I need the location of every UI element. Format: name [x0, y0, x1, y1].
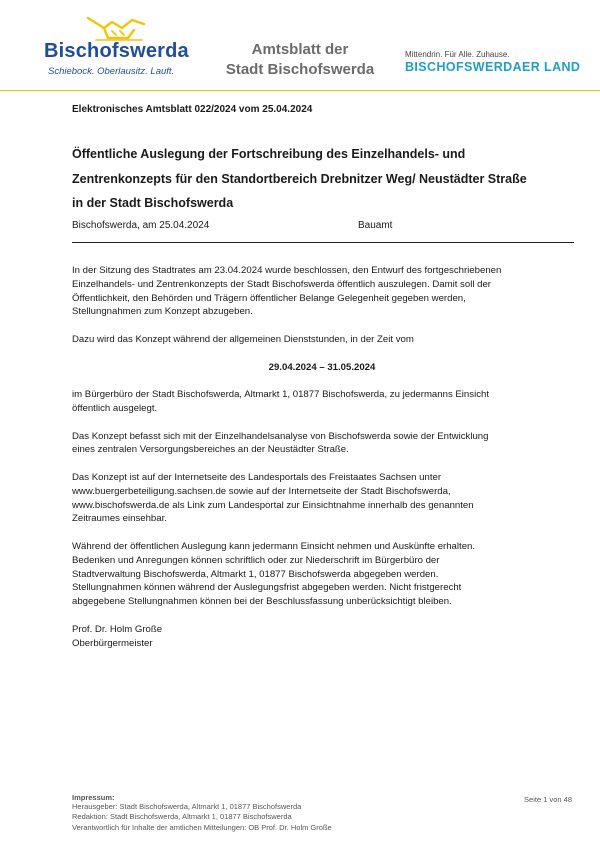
- issue-line: Elektronisches Amtsblatt 022/2024 vom 25.04.2024: [72, 104, 313, 115]
- document-body: [72, 104, 572, 664]
- header-divider: [0, 90, 600, 91]
- logo-tagline: Schiebock. Oberlausitz. Lauft.: [48, 66, 175, 77]
- text-line: Das Konzept ist auf der Internetseite des Landesportals des Freistaates Sachsen unter: [72, 471, 442, 483]
- text-line: Bedenken und Anregungen können schriftlich oder zur Niederschrift im Bürgerbüro der: [72, 554, 440, 566]
- footer-line: Herausgeber: Stadt Bischofswerda, Altmarkt 1, 01877 Bischofswerda: [72, 802, 302, 811]
- text-line: Dazu wird das Konzept während der allgemeinen Dienststunden, in der Zeit vom: [72, 333, 414, 345]
- footer-line: Redaktion: Stadt Bischofswerda, Altmarkt 1, 01877 Bischofswerda: [72, 812, 292, 822]
- impressum-title: Impressum:: [72, 793, 115, 802]
- meta-row: [72, 220, 572, 234]
- text-line: Einzelhandels- und Zentrenkonzepts der Stadt Bischofswerda öffentlich auszulegen. Damit soll der: [72, 278, 491, 290]
- paragraph: [72, 430, 572, 458]
- text-line: Zeitraumes einsehbar.: [72, 513, 167, 525]
- footer-line: Verantwortlich für Inhalte der amtlichen Mitteilungen: OB Prof. Dr. Holm Große: [72, 822, 332, 832]
- text-line: Stadtverwaltung Bischofswerda, Altmarkt 1, 01877 Bischofswerda abgegeben werden.: [72, 568, 439, 580]
- region-logo: [405, 50, 585, 74]
- text-line: im Bürgerbüro der Stadt Bischofswerda, Altmarkt 1, 01877 Bischofswerda, zu jedermanns Einsicht: [72, 389, 489, 401]
- display-period: [72, 361, 572, 375]
- signatory-name: Prof. Dr. Holm Große: [72, 623, 163, 635]
- text-line: Während der öffentlichen Auslegung kann jedermann Einsicht nehmen und Auskünfte erhalten.: [72, 540, 476, 552]
- paragraph: [72, 333, 572, 347]
- signatory-title: Oberbürgermeister: [72, 637, 153, 649]
- header: [0, 0, 600, 90]
- text-line: www.bischofswerda.de als Link zum Landesportal zur Einsichtnahme innerhalb des genannten: [72, 499, 474, 511]
- signature-block: [72, 623, 572, 651]
- meta-divider: [72, 242, 574, 244]
- title-line: Öffentliche Auslegung der Fortschreibung des Einzelhandels- und: [72, 147, 466, 161]
- text-line: www.buergerbeteiligung.sachsen.de sowie auf der Internetseite der Stadt Bischofswerda,: [72, 485, 451, 497]
- city-logo: [40, 14, 190, 84]
- publication-title-line1: Amtsblatt der: [251, 41, 349, 58]
- text-line: abgegebene Stellungnahmen können bei der Beschlussfassung unberücksichtigt bleiben.: [72, 596, 452, 608]
- text-line: öffentlich ausgelegt.: [72, 402, 158, 414]
- paragraph: [72, 471, 572, 526]
- text-line: Das Konzept befasst sich mit der Einzelhandelsanalyse von Bischofswerda sowie der Entwicklung: [72, 430, 489, 442]
- text-line: Öffentlichkeit, den Behörden und Trägern öffentlicher Belange Gelegenheit gegeben werden,: [72, 292, 466, 304]
- logo-name: Bischofswerda: [44, 40, 189, 62]
- title-line: in der Stadt Bischofswerda: [72, 196, 234, 210]
- text-line: In der Sitzung des Stadtrates am 23.04.2024 wurde beschlossen, den Entwurf des fortgeschriebenen: [72, 265, 502, 276]
- region-tagline: Mittendrin. Für Alle. Zuhause.: [405, 50, 510, 59]
- text-line: Stellungnahmen zum Konzept abzugeben.: [72, 306, 253, 318]
- paragraph: [72, 388, 572, 416]
- publication-title-line2: Stadt Bischofswerda: [225, 61, 375, 78]
- date-range: 29.04.2024 – 31.05.2024: [268, 361, 376, 373]
- document-title: [72, 142, 572, 216]
- department: Bauamt: [358, 219, 393, 231]
- body-text: [72, 264, 572, 650]
- page-number: Seite 1 von 48: [524, 795, 572, 804]
- place-date: Bischofswerda, am 25.04.2024: [72, 219, 210, 231]
- text-line: eines zentralen Versorgungsbereiches an der Neustädter Straße.: [72, 444, 349, 456]
- paragraph: [72, 540, 572, 609]
- paragraph: [72, 264, 572, 319]
- text-line: Stellungnahmen können während der Auslegungsfrist abgegeben werden. Nicht fristgerecht: [72, 582, 462, 594]
- title-line: Zentrenkonzepts für den Standortbereich Drebnitzer Weg/ Neustädter Straße: [72, 171, 527, 186]
- footer: [72, 793, 582, 833]
- publication-title: [200, 40, 400, 80]
- region-name: BISCHOFSWERDAER LAND: [405, 60, 581, 74]
